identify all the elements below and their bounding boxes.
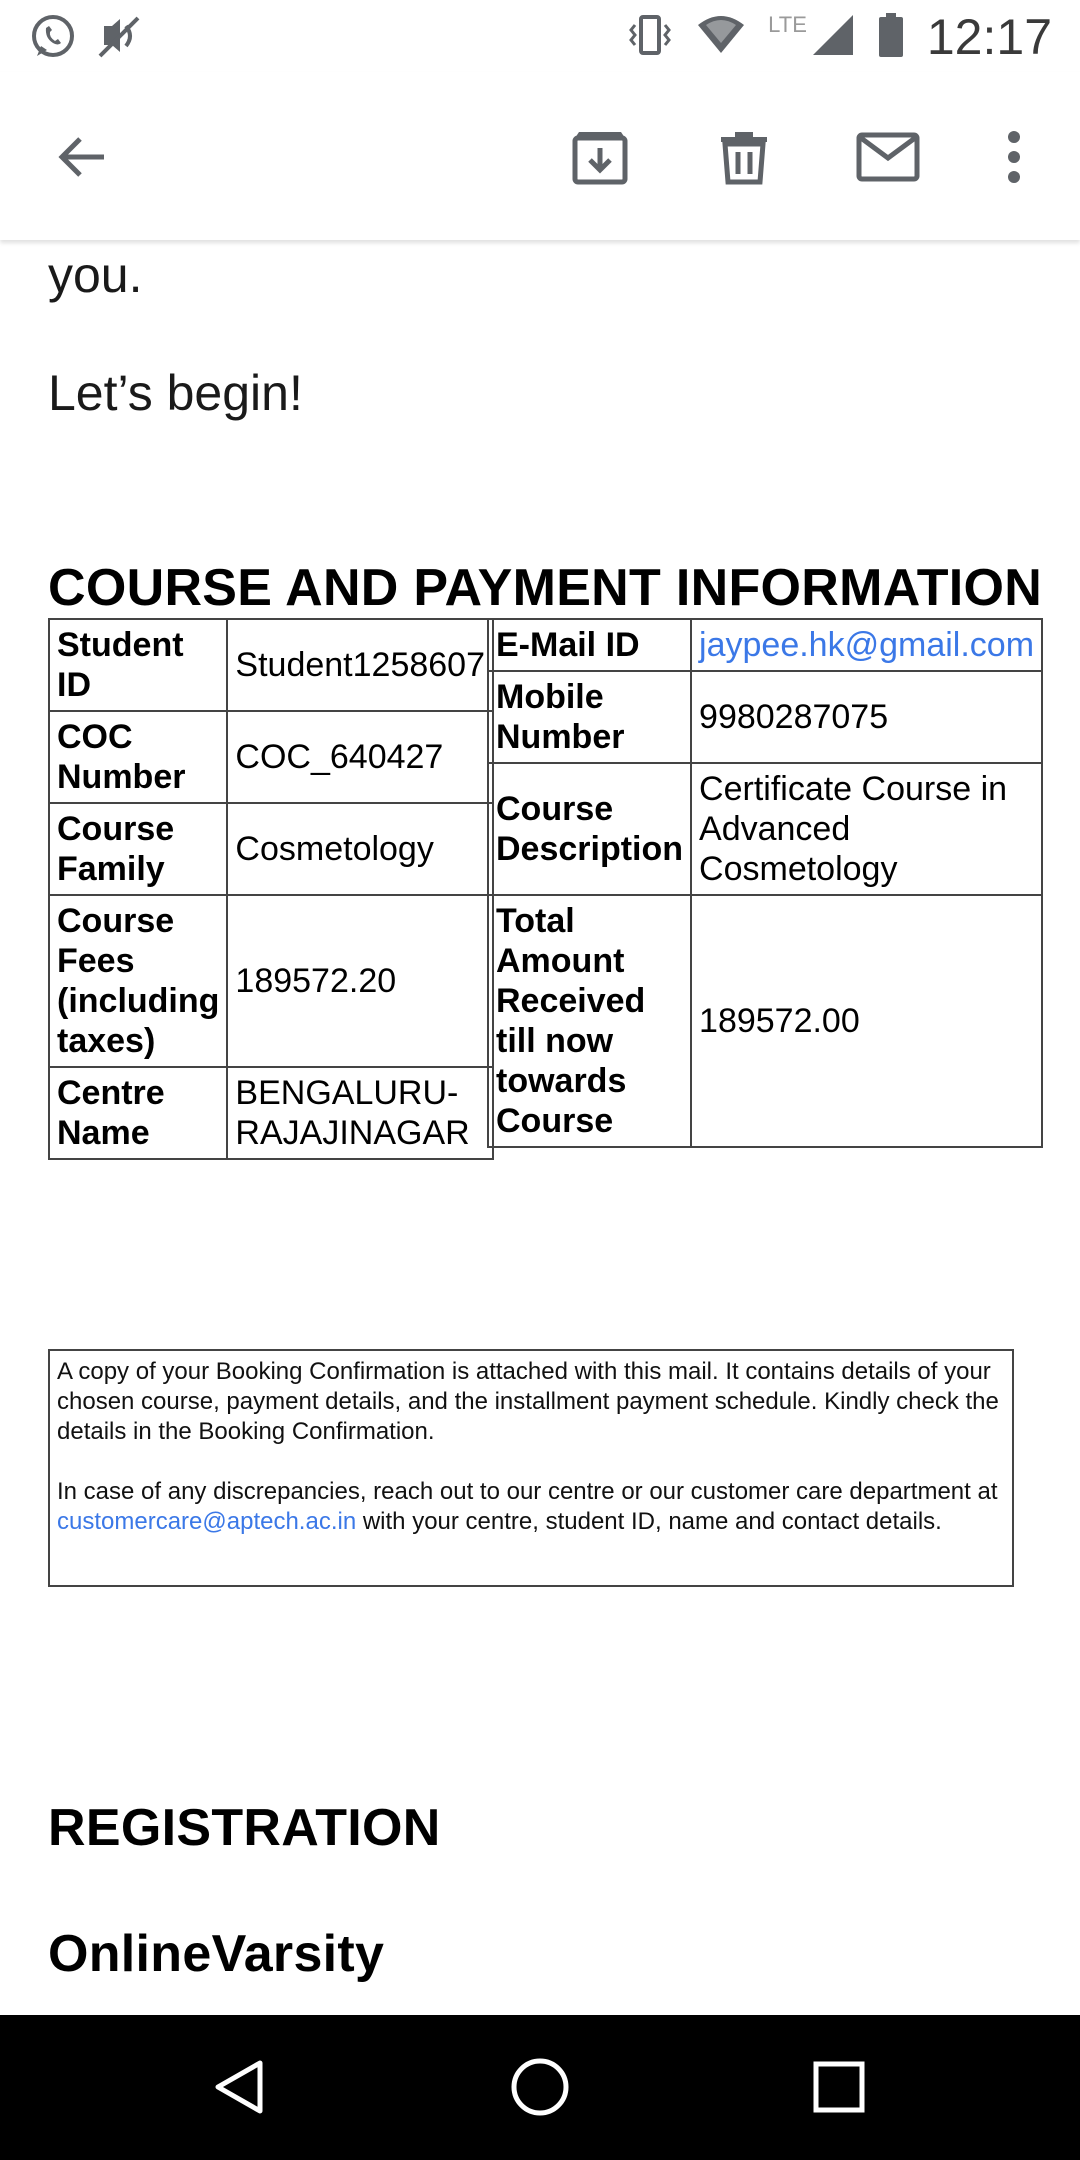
- signal-icon: [811, 13, 855, 62]
- course-info-table-left: [48, 618, 494, 1160]
- row-value: Certificate Course in Advanced Cosmetology: [691, 763, 1042, 895]
- nav-back-button[interactable]: [190, 2037, 290, 2137]
- back-button[interactable]: [37, 112, 127, 202]
- row-value: 9980287075: [691, 671, 1042, 763]
- row-label: Student ID: [49, 619, 227, 711]
- registration-subtitle: OnlineVarsity: [48, 1925, 385, 1983]
- row-label: COC Number: [49, 711, 227, 803]
- mail-icon: [856, 132, 920, 182]
- row-value: Cosmetology: [227, 803, 493, 895]
- booking-notice: [48, 1349, 1014, 1587]
- row-label: E-Mail ID: [488, 619, 691, 671]
- course-info-table-right: [487, 618, 1043, 1148]
- table-row: [49, 803, 493, 895]
- row-value: 189572.00: [691, 895, 1042, 1147]
- nav-recents-button[interactable]: [789, 2037, 889, 2137]
- table-row: [488, 671, 1042, 763]
- notice-text: In case of any discrepancies, reach out to our centre or our customer care department at: [57, 1478, 998, 1505]
- email-body: [0, 240, 1080, 2015]
- table-row: [49, 619, 493, 711]
- row-value: COC_640427: [227, 711, 493, 803]
- row-label: Course Family: [49, 803, 227, 895]
- more-vert-icon: [1004, 129, 1024, 185]
- row-label: Centre Name: [49, 1067, 227, 1159]
- table-row: [488, 895, 1042, 1147]
- table-row: [49, 1067, 493, 1159]
- delete-button[interactable]: [699, 112, 789, 202]
- table-row: [49, 711, 493, 803]
- row-label: Course Fees (including taxes): [49, 895, 227, 1067]
- whatsapp-icon: [28, 12, 78, 67]
- table-row: [488, 619, 1042, 671]
- intro-text: Let’s begin!: [48, 365, 303, 421]
- email-link[interactable]: [691, 619, 1042, 671]
- battery-icon: [877, 11, 905, 64]
- vibrate-icon: [626, 11, 674, 64]
- back-arrow-icon: [54, 129, 110, 185]
- row-value: 189572.20: [227, 895, 493, 1067]
- mark-unread-button[interactable]: [843, 112, 933, 202]
- clock: 12:17: [926, 9, 1052, 65]
- delete-icon: [717, 128, 771, 186]
- registration-title: REGISTRATION: [48, 1799, 441, 1857]
- course-section-title: COURSE AND PAYMENT INFORMATION: [48, 559, 1043, 617]
- row-value: BENGALURU-RAJAJINAGAR: [227, 1067, 493, 1159]
- row-label: Total Amount Received till now towards Course: [488, 895, 691, 1147]
- status-bar: [0, 0, 1080, 72]
- wifi-icon: [696, 13, 746, 62]
- notice-text: with your centre, student ID, name and contact details.: [356, 1508, 942, 1535]
- row-value: Student1258607: [227, 619, 493, 711]
- nav-home-button[interactable]: [490, 2037, 590, 2137]
- network-type-label: LTE: [768, 12, 807, 37]
- system-nav-bar: [0, 2015, 1080, 2160]
- more-options-button[interactable]: [969, 112, 1059, 202]
- nav-back-icon: [210, 2057, 270, 2117]
- notice-paragraph: A copy of your Booking Confirmation is attached with this mail. It contains details of your chosen course, payment details, and the installment payment schedule. Kindly check the details in the Booking Confirmation.: [57, 1358, 999, 1445]
- nav-recents-icon: [812, 2060, 866, 2114]
- notice-paragraph: [57, 1477, 1005, 1537]
- mute-icon: [94, 12, 144, 67]
- archive-button[interactable]: [555, 112, 645, 202]
- customer-care-link[interactable]: customercare@aptech.ac.in: [57, 1508, 357, 1535]
- email-link-text[interactable]: jaypee.hk@gmail.com: [699, 626, 1035, 664]
- email-toolbar: [0, 72, 1080, 240]
- nav-home-icon: [509, 2056, 571, 2118]
- row-label: Course Description: [488, 763, 691, 895]
- body-text-top: you.: [48, 247, 143, 303]
- table-row: [49, 895, 493, 1067]
- table-row: [488, 763, 1042, 895]
- archive-icon: [571, 128, 629, 186]
- row-label: Mobile Number: [488, 671, 691, 763]
